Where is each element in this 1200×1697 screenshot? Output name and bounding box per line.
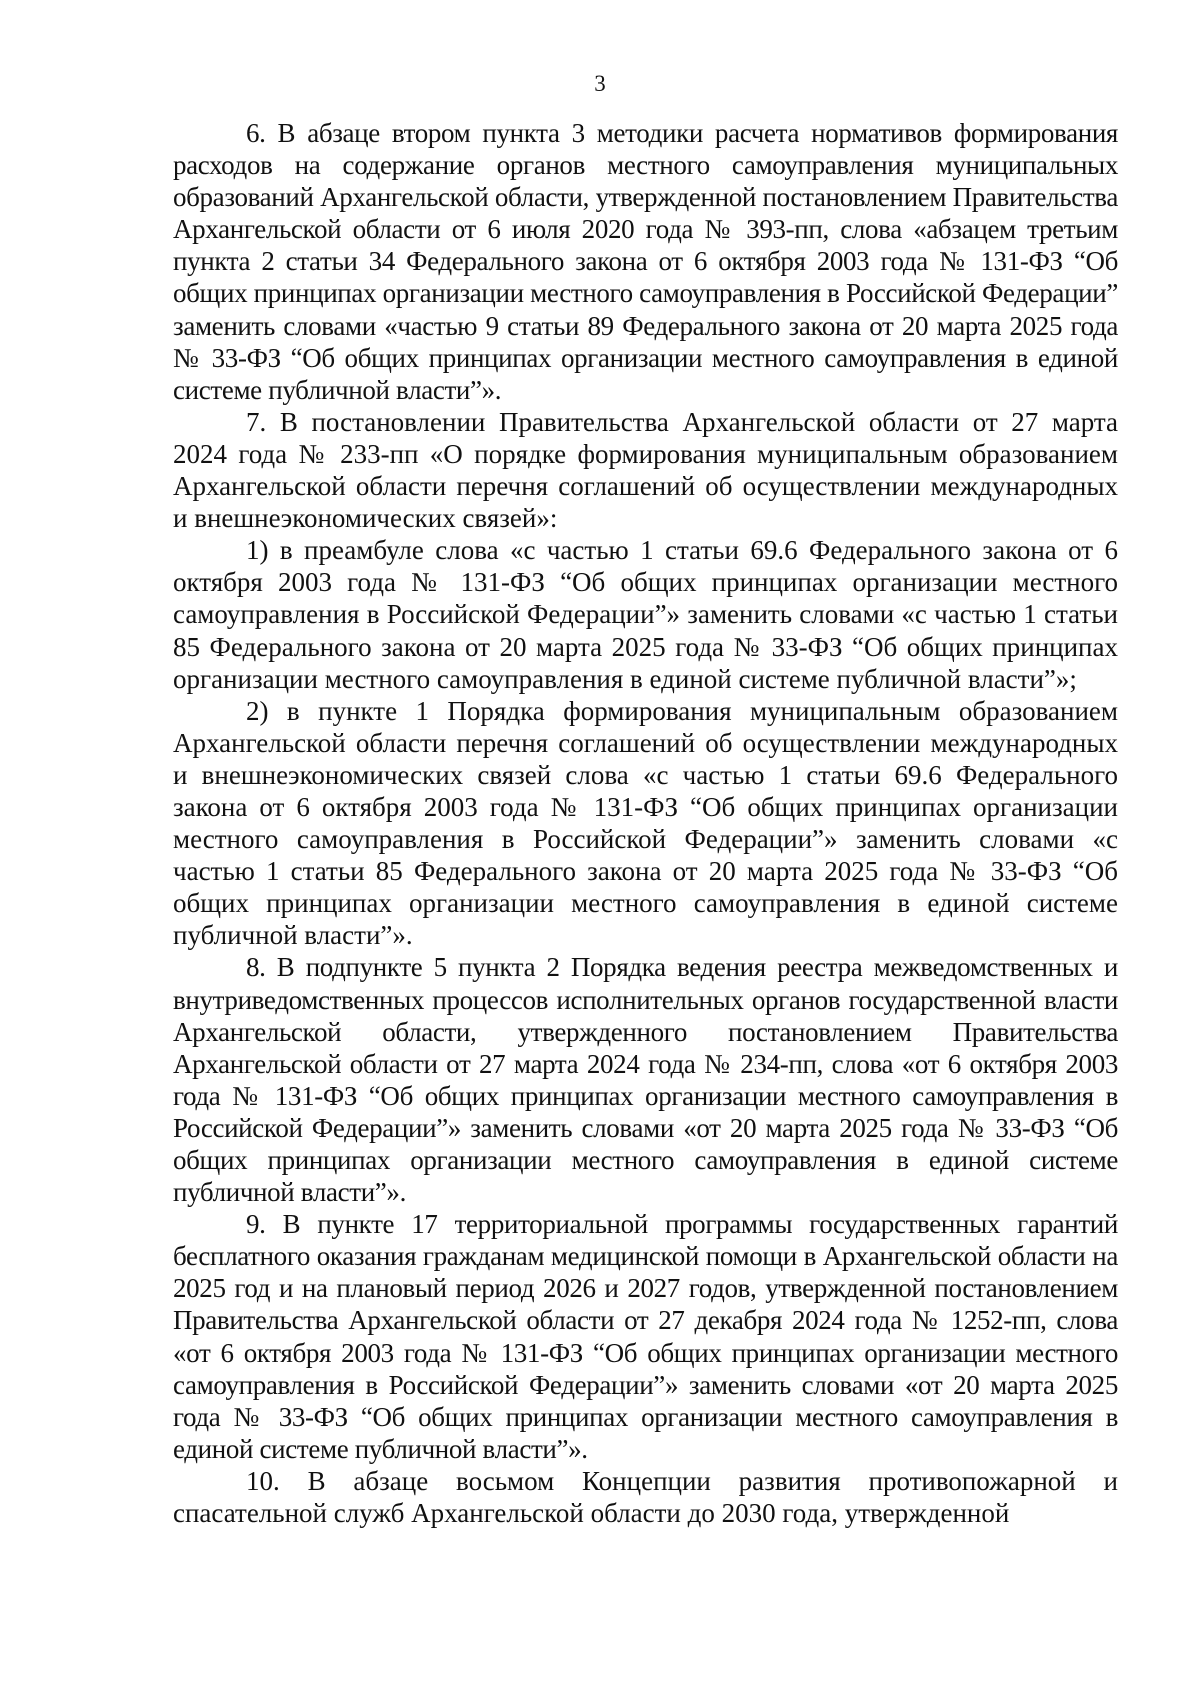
paragraph-subitem-7-2: 2) в пункте 1 Порядка формирования муниципальным образованием Архангельской области перечня соглашений об осуществлении международных и внешнеэкономических связей слова «с частью 1 статьи 69.6 Федерального закона от 6 октября 2003 года № 131-ФЗ “Об общих принципах организации местного самоуправления в Российской Федерации”» заменить словами «с частью 1 статьи 85 Федерального закона от 20 марта 2025 года № 33-ФЗ “Об общих принципах организации местного самоуправления в единой системе публичной власти”». <box>173 695 1118 951</box>
document-body <box>173 117 1118 1529</box>
paragraph-item-6: 6. В абзаце втором пункта 3 методики расчета нормативов формирования расходов на содержание органов местного самоуправления муниципальных образований Архангельской области, утвержденной постановлением Правительства Архангельской области от 6 июля 2020 года № 393-пп, слова «абзацем третьим пункта 2 статьи 34 Федерального закона от 6 октября 2003 года № 131-ФЗ “Об общих принципах организации местного самоуправления в Российской Федерации” заменить словами «частью 9 статьи 89 Федерального закона от 20 марта 2025 года № 33-ФЗ “Об общих принципах организации местного самоуправления в единой системе публичной власти”». <box>173 118 1118 405</box>
paragraph-subitem-7-1: 1) в преамбуле слова «с частью 1 статьи 69.6 Федерального закона от 6 октября 2003 года № 131-ФЗ “Об общих принципах организации местного самоуправления в Российской Федерации”» заменить словами «с частью 1 статьи 85 Федерального закона от 20 марта 2025 года № 33-ФЗ “Об общих принципах организации местного самоуправления в единой системе публичной власти”»; <box>173 535 1118 694</box>
paragraph-item-7: 7. В постановлении Правительства Архангельской области от 27 марта 2024 года № 233-пп «О порядке формирования муниципальным образованием Архангельской области перечня соглашений об осуществлении международных и внешнеэкономических связей»: <box>173 406 1118 534</box>
page-number: 3 <box>594 71 606 96</box>
paragraph-item-8: 8. В подпункте 5 пункта 2 Порядка ведения реестра межведомственных и внутриведомственных процессов исполнительных органов государственной власти Архангельской области, утвержденного постановлением Правительства Архангельской области от 27 марта 2024 года № 234-пп, слова «от 6 октября 2003 года № 131-ФЗ “Об общих принципах организации местного самоуправления в Российской Федерации”» заменить словами «от 20 марта 2025 года № 33-ФЗ “Об общих принципах организации местного самоуправления в единой системе публичной власти”». <box>173 952 1118 1208</box>
paragraph-item-9: 9. В пункте 17 территориальной программы государственных гарантий бесплатного оказания гражданам медицинской помощи в Архангельской области на 2025 год и на плановый период 2026 и 2027 годов, утвержденной постановлением Правительства Архангельской области от 27 декабря 2024 года № 1252-пп, слова «от 6 октября 2003 года № 131-ФЗ “Об общих принципах организации местного самоуправления в Российской Федерации”» заменить словами «от 20 марта 2025 года № 33-ФЗ “Об общих принципах организации местного самоуправления в единой системе публичной власти”». <box>173 1209 1118 1464</box>
paragraph-item-10: 10. В абзаце восьмом Концепции развития противопожарной и спасательной служб Архангельской области до 2030 года, утвержденной <box>173 1465 1118 1529</box>
